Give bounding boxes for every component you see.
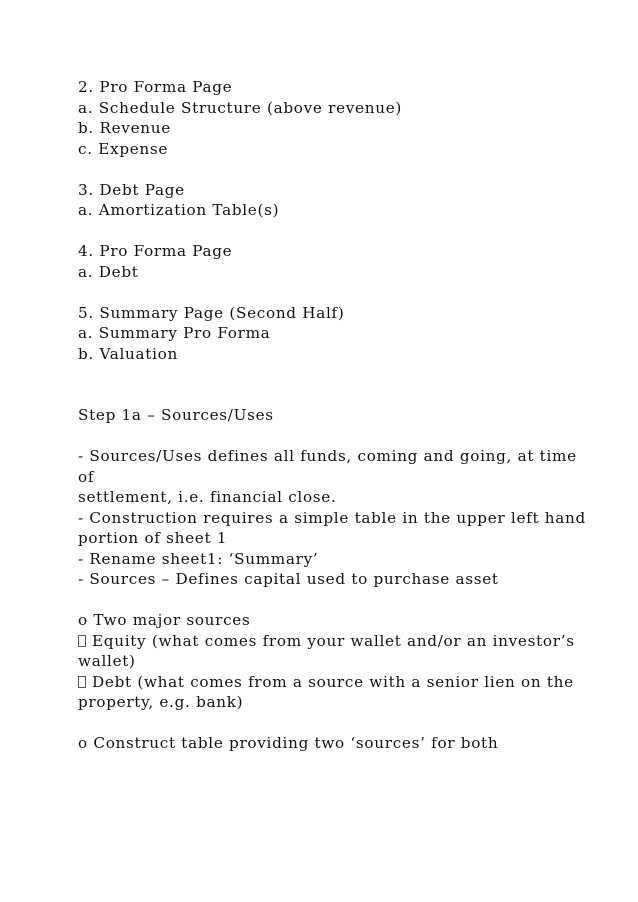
bullet-rename-sheet: - Rename sheet1: ‘Summary’ (78, 549, 319, 568)
heading-pro-forma-page: 2. Pro Forma Page (78, 78, 233, 96)
item-revenue: b. Revenue (78, 119, 171, 137)
sub-two-major-sources: o Two major sources (78, 611, 251, 629)
bullet-sources-defines: - Sources – Defines capital used to purchase asset (78, 570, 499, 588)
sub-construct-table: o Construct table providing two ‘sources’ for both (78, 734, 499, 752)
sub-debt-line-2: property, e.g. bank) (78, 693, 244, 711)
item-debt: a. Debt (78, 262, 139, 281)
missing-glyph-box-icon (78, 635, 86, 647)
spacer (78, 385, 598, 406)
spacer (78, 364, 598, 385)
equity-text: Equity (what comes from your wallet and/or an investor’s (92, 631, 575, 650)
item-valuation: b. Valuation (78, 344, 178, 363)
spacer (78, 590, 598, 611)
sub-equity-line-2: wallet) (78, 652, 136, 670)
sub-equity-line-1 (78, 631, 598, 652)
missing-glyph-box-icon (78, 676, 86, 688)
spacer (78, 221, 598, 242)
bullet-construction-1: - Construction requires a simple table in the upper left hand (78, 508, 586, 527)
spacer (78, 282, 598, 303)
item-amortization-tables: a. Amortization Table(s) (78, 201, 280, 219)
spacer (78, 713, 598, 734)
bullet-sources-uses-2: settlement, i.e. financial close. (78, 488, 337, 506)
bullet-construction-2: portion of sheet 1 (78, 529, 228, 547)
item-summary-pro-forma: a. Summary Pro Forma (78, 324, 271, 342)
bullet-sources-uses-1: - Sources/Uses defines all funds, coming and going, at time of (78, 447, 583, 486)
debt-text: Debt (what comes from a source with a senior lien on the (92, 672, 574, 691)
spacer (78, 426, 598, 447)
step-heading: Step 1a – Sources/Uses (78, 406, 274, 424)
heading-debt-page: 3. Debt Page (78, 180, 185, 199)
sub-debt-line-1 (78, 672, 598, 693)
item-expense: c. Expense (78, 139, 169, 158)
spacer (78, 159, 598, 180)
heading-summary-page: 5. Summary Page (Second Half) (78, 303, 345, 322)
heading-pro-forma-page-2: 4. Pro Forma Page (78, 242, 233, 260)
item-schedule-structure: a. Schedule Structure (above revenue) (78, 98, 403, 117)
